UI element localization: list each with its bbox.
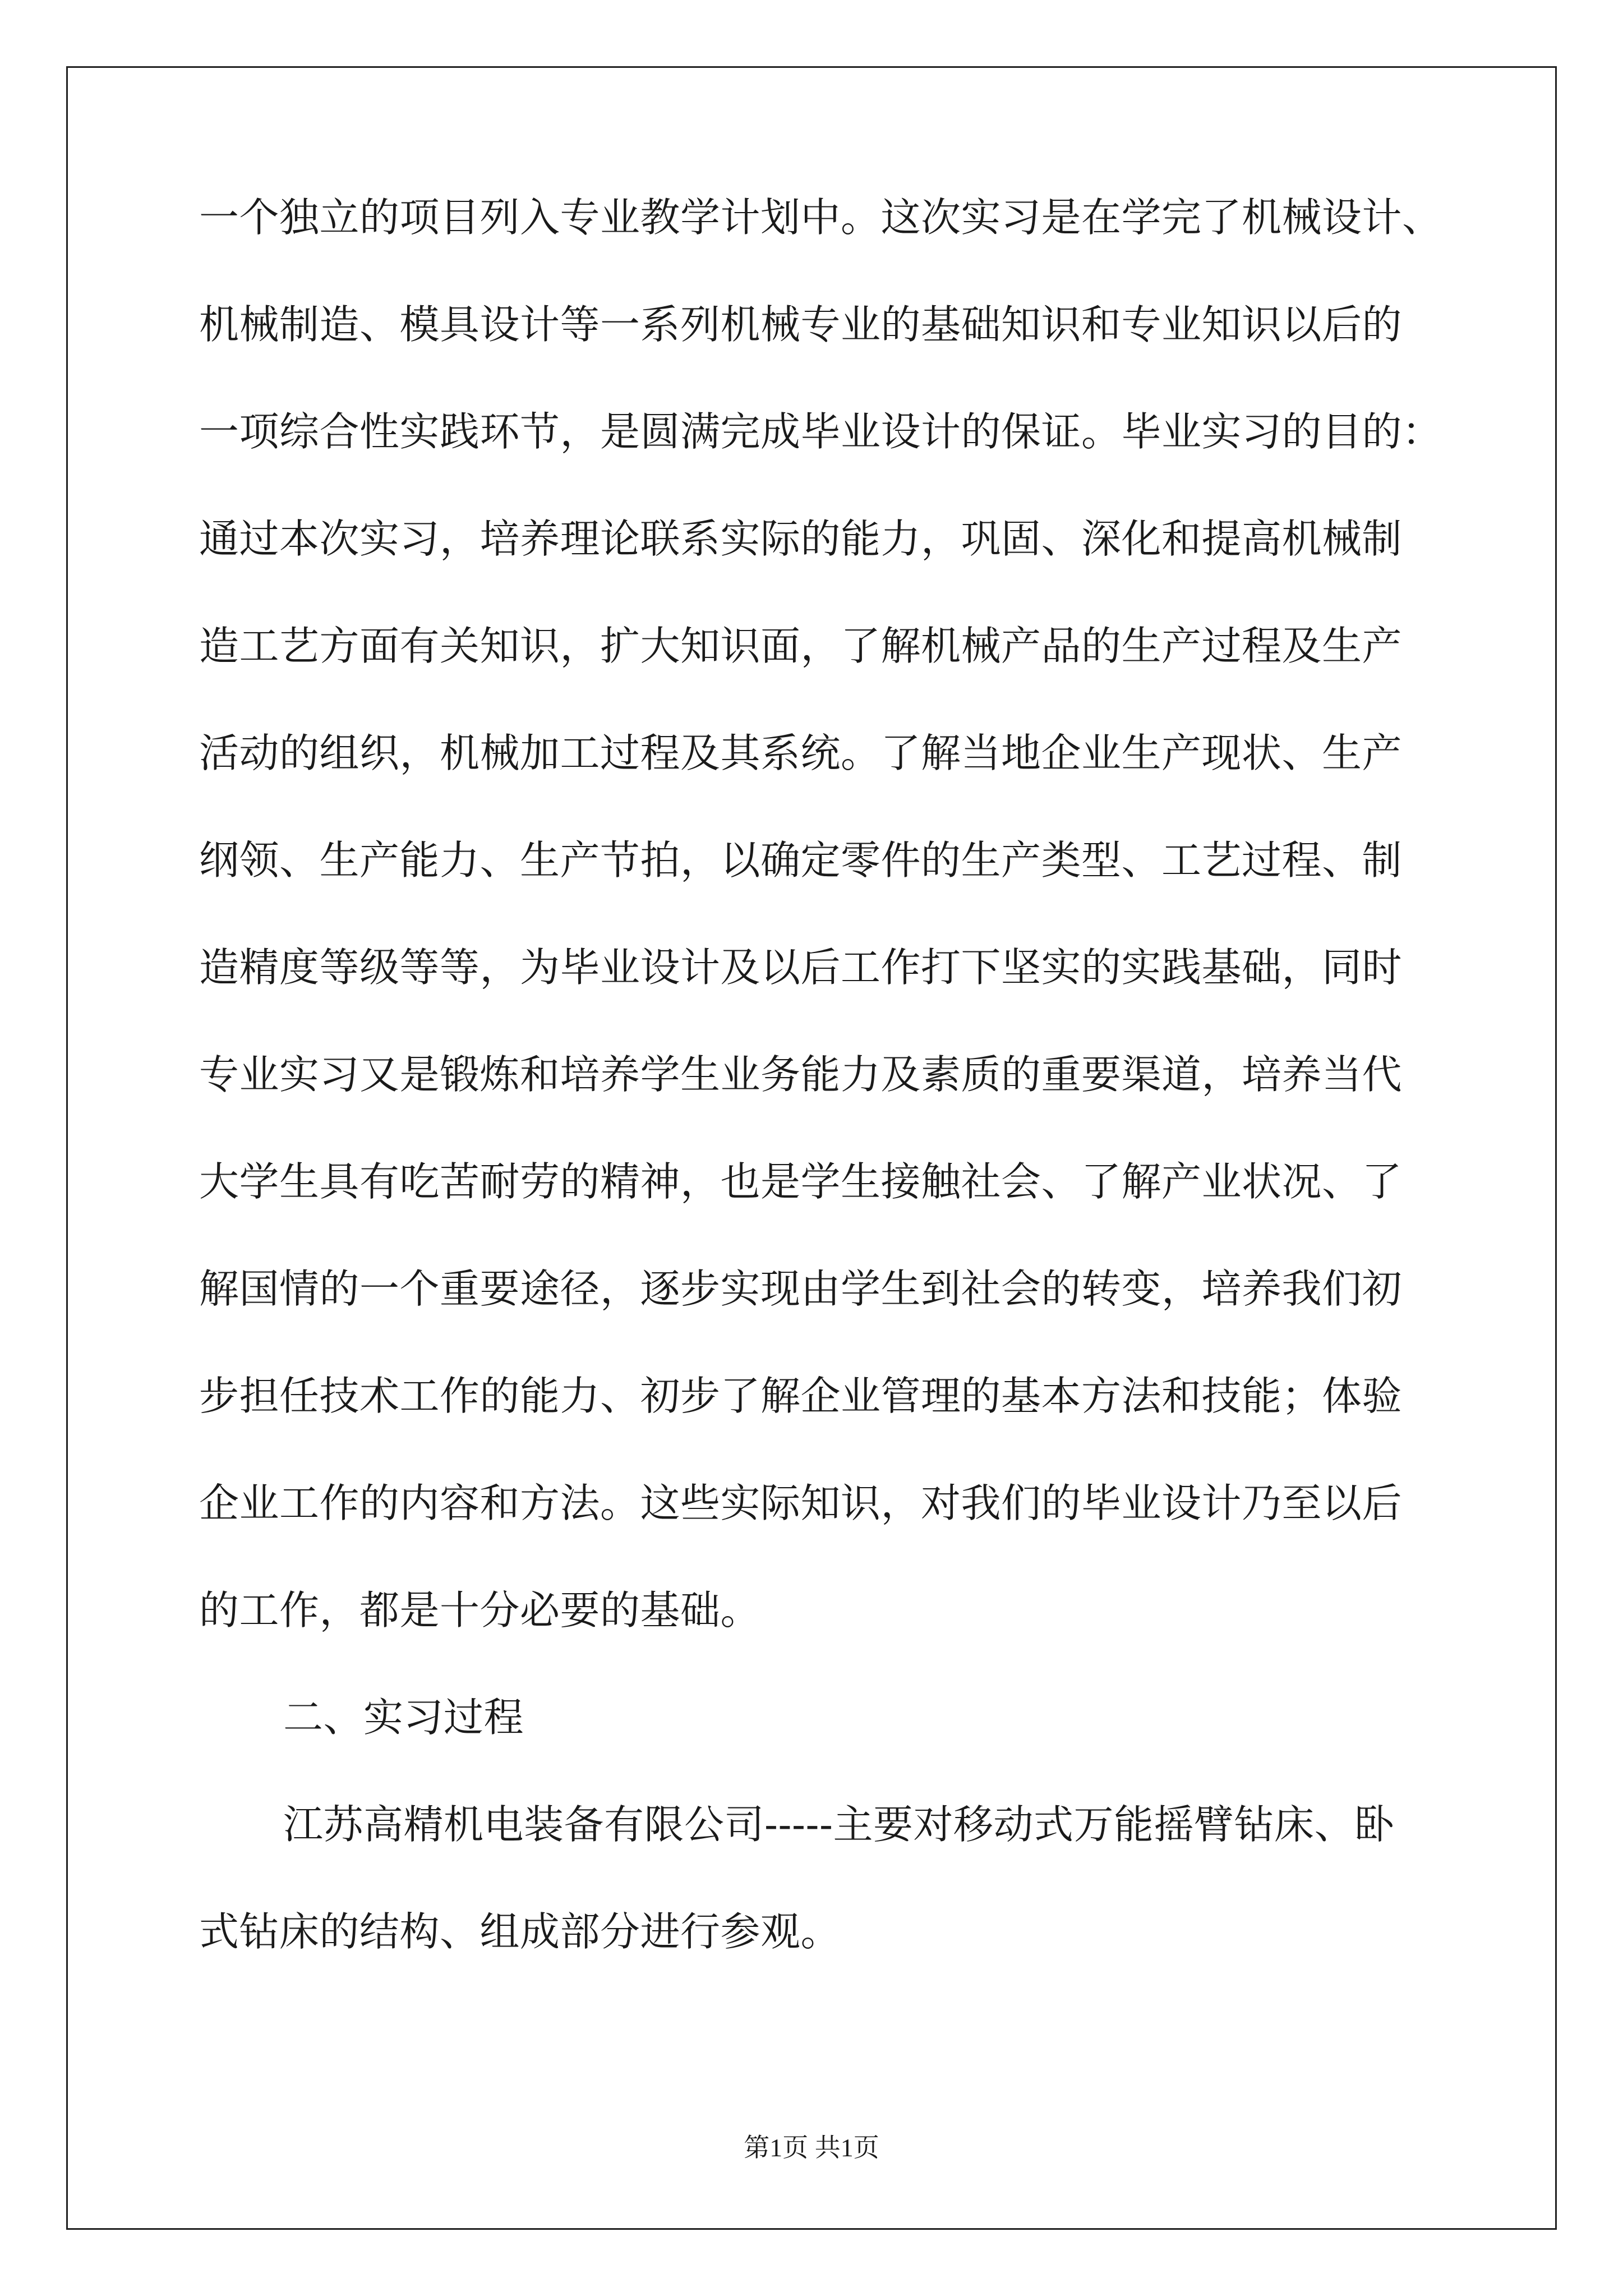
document-body xyxy=(199,194,1442,2019)
body-line: 造精度等级等等，为毕业设计及以后工作打下坚实的实践基础，同时 xyxy=(199,944,1403,991)
body-line: 活动的组织，机械加工过程及其系统。了解当地企业生产现状、生产 xyxy=(199,730,1403,776)
body-line: 步担任技术工作的能力、初步了解企业管理的基本方法和技能；体验 xyxy=(199,1373,1403,1419)
body-line: 造工艺方面有关知识，扩大知识面，了解机械产品的生产过程及生产 xyxy=(199,623,1403,669)
body-line: 纲领、生产能力、生产节拍，以确定零件的生产类型、工艺过程、制 xyxy=(199,837,1403,884)
company-line: 式钻床的结构、组成部分进行参观。 xyxy=(199,1908,841,1955)
body-line: 专业实习又是锻炼和培养学生业务能力及素质的重要渠道，培养当代 xyxy=(199,1051,1403,1098)
body-line: 解国情的一个重要途径，逐步实现由学生到社会的转变，培养我们初 xyxy=(199,1266,1403,1312)
company-line: 江苏高精机电装备有限公司-----主要对移动式万能摇臂钻床、卧 xyxy=(283,1801,1395,1848)
section-heading: 二、实习过程 xyxy=(283,1694,524,1741)
body-line: 通过本次实习，培养理论联系实际的能力，巩固、深化和提高机械制 xyxy=(199,516,1403,562)
body-line: 一个独立的项目列入专业教学计划中。这次实习是在学完了机械设计、 xyxy=(199,194,1442,241)
body-line: 企业工作的内容和方法。这些实际知识，对我们的毕业设计乃至以后 xyxy=(199,1480,1403,1526)
body-line: 大学生具有吃苦耐劳的精神，也是学生接触社会、了解产业状况、了 xyxy=(199,1158,1403,1205)
body-line: 一项综合性实践环节，是圆满完成毕业设计的保证。毕业实习的目的： xyxy=(199,408,1442,455)
page-footer: 第1页 共1页 xyxy=(744,2133,879,2162)
body-line: 的工作，都是十分必要的基础。 xyxy=(199,1587,761,1634)
body-line: 机械制造、模具设计等一系列机械专业的基础知识和专业知识以后的 xyxy=(199,301,1403,348)
